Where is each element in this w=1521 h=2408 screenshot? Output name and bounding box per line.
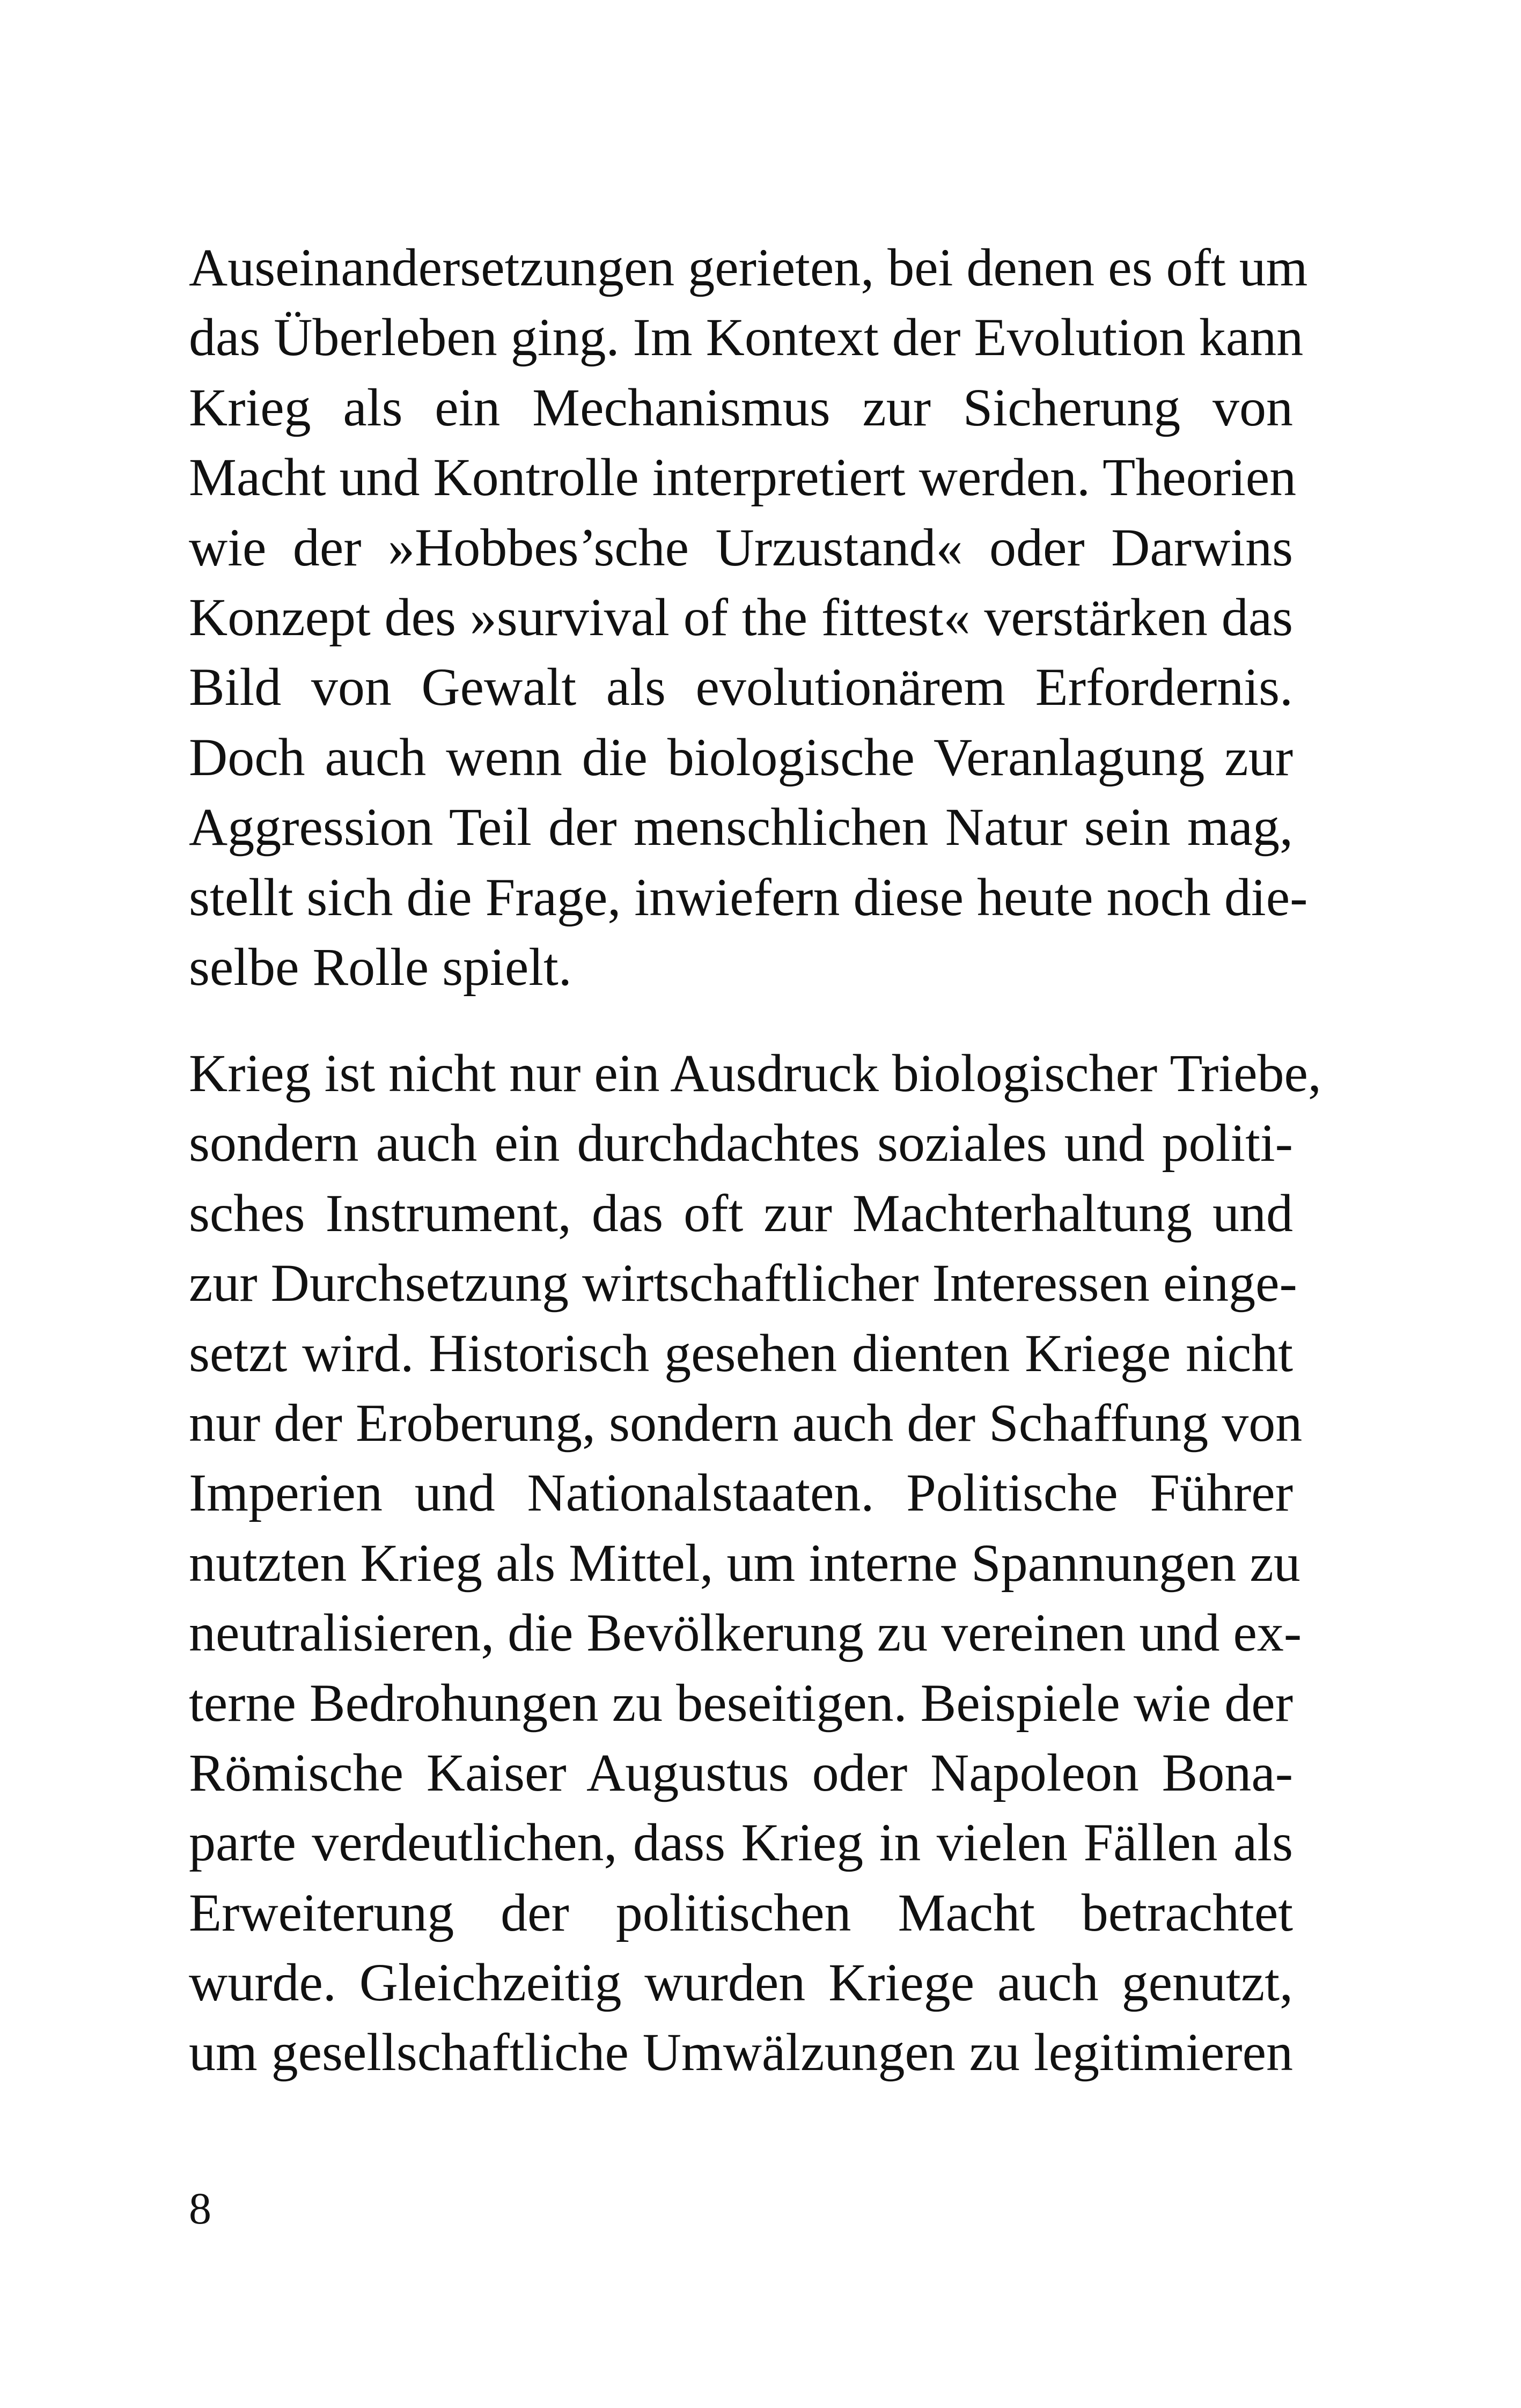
text-line: um gesellschaftliche Umwälzungen zu legitimieren [189, 2022, 1293, 2082]
text-line: Imperien und Nationalstaaten. Politische Führer [189, 1463, 1293, 1523]
text-line: sches Instrument, das oft zur Machterhaltung und [189, 1183, 1293, 1243]
text-line: setzt wird. Historisch gesehen dienten Kriege nicht [189, 1323, 1293, 1383]
text-line: Konzept des »survival of the fittest« verstärken das [189, 587, 1293, 647]
text-line: sondern auch ein durchdachtes soziales und politi- [189, 1113, 1293, 1173]
text-line: nutzten Krieg als Mittel, um interne Spannungen zu [189, 1533, 1300, 1593]
text-line: das Überleben ging. Im Kontext der Evolution kann [189, 307, 1304, 367]
text-line: stellt sich die Frage, inwiefern diese heute noch die- [189, 867, 1308, 927]
text-line: Doch auch wenn die biologische Veranlagung zur [189, 727, 1293, 787]
text-line: Macht und Kontrolle interpretiert werden. Theorien [189, 447, 1297, 507]
text-line: terne Bedrohungen zu beseitigen. Beispiele wie der [189, 1673, 1293, 1733]
text-line: wie der »Hobbes’sche Urzustand« oder Darwins [189, 517, 1293, 577]
text-line: Erweiterung der politischen Macht betrachtet [189, 1882, 1293, 1942]
text-line: Krieg ist nicht nur ein Ausdruck biologischer Triebe, [189, 1043, 1321, 1103]
text-line: Römische Kaiser Augustus oder Napoleon Bona- [189, 1742, 1293, 1802]
page-number: 8 [189, 2184, 211, 2234]
text-line: Auseinandersetzungen gerieten, bei denen es oft um [189, 238, 1308, 297]
text-line: Bild von Gewalt als evolutionärem Erfordernis. [189, 657, 1293, 717]
text-line: neutralisieren, die Bevölkerung zu vereinen und ex- [189, 1603, 1302, 1663]
text-line: wurde. Gleichzeitig wurden Kriege auch genutzt, [189, 1953, 1293, 2013]
paragraph-1 [189, 233, 1308, 1002]
paragraph-2 [189, 1039, 1321, 2088]
text-line: zur Durchsetzung wirtschaftlicher Interessen einge- [189, 1253, 1297, 1313]
text-line: nur der Eroberung, sondern auch der Schaffung von [189, 1393, 1303, 1453]
text-line: Krieg als ein Mechanismus zur Sicherung von [189, 377, 1293, 437]
text-line: selbe Rolle spielt. [189, 937, 572, 997]
text-line: Aggression Teil der menschlichen Natur sein mag, [189, 797, 1293, 857]
text-line: parte verdeutlichen, dass Krieg in vielen Fällen als [189, 1813, 1293, 1873]
